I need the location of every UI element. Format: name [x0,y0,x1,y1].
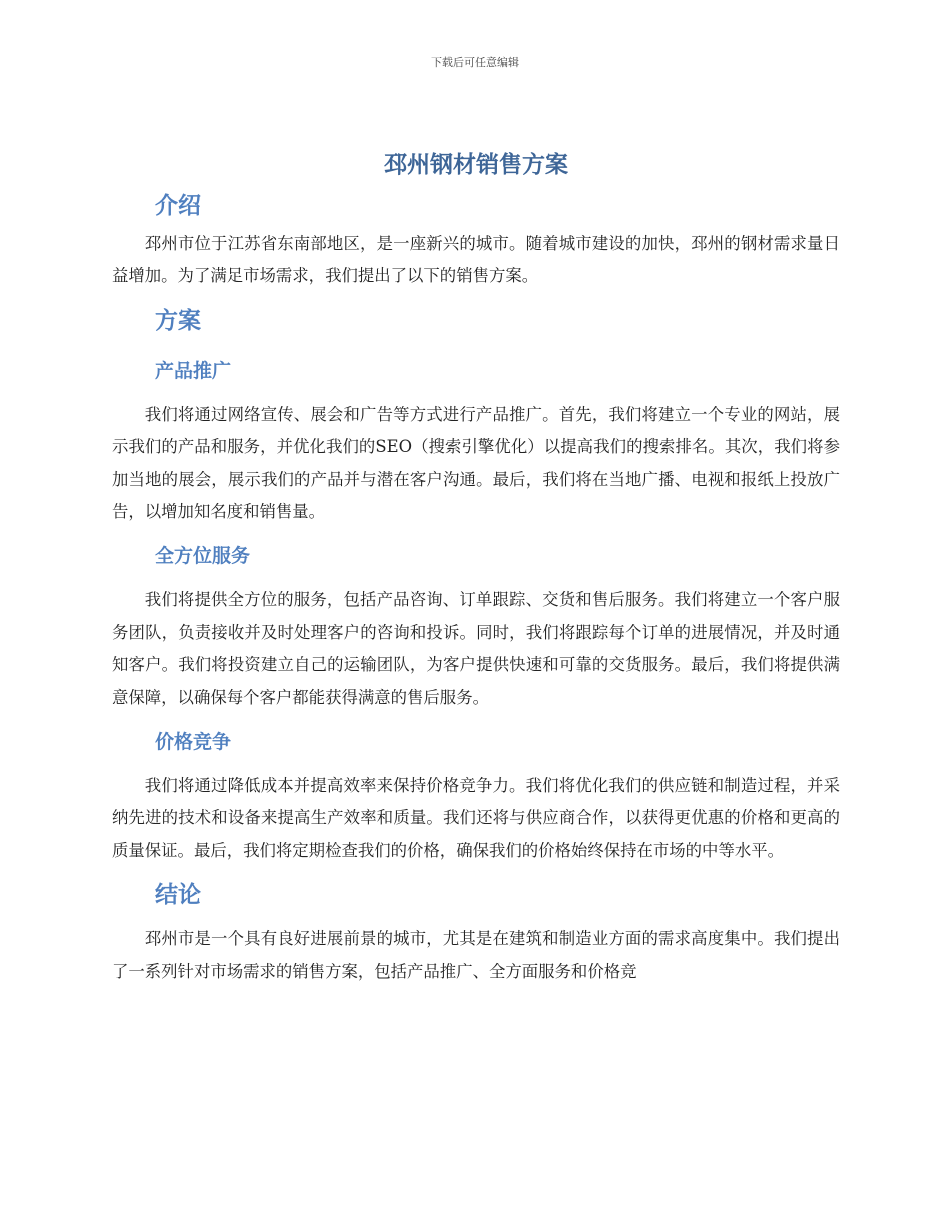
service-paragraph: 我们将提供全方位的服务，包括产品咨询、订单跟踪、交货和售后服务。我们将建立一个客户服务团队，负责接收并及时处理客户的咨询和投诉。同时，我们将跟踪每个订单的进展情况，并及时通知客户。我们将投资建立自己的运输团队，为客户提供快速和可靠的交货服务。最后，我们将提供满意保障，以确保每个客户都能获得满意的售后服务。 [112,590,840,707]
section-heading-plan: 方案 [155,307,201,334]
document-title: 邳州钢材销售方案 [384,152,568,178]
section-heading-intro: 介绍 [155,193,201,219]
page-header-note: 下载后可任意编辑 [431,56,519,69]
pricing-paragraph: 我们将通过降低成本并提高效率来保持价格竞争力。我们将优化我们的供应链和制造过程，并采纳先进的技术和设备来提高生产效率和质量。我们还将与供应商合作，以获得更优惠的价格和更高的质量保证。最后，我们将定期检查我们的价格，确保我们的价格始终保持在市场的中等水平。 [112,776,840,860]
intro-paragraph: 邳州市位于江苏省东南部地区，是一座新兴的城市。随着城市建设的加快，邳州的钢材需求量日益增加。为了满足市场需求，我们提出了以下的销售方案。 [112,234,840,286]
conclusion-paragraph: 邳州市是一个具有良好进展前景的城市，尤其是在建筑和制造业方面的需求高度集中。我们提出了一系列针对市场需求的销售方案，包括产品推广、全方面服务和价格竞 [112,929,840,981]
subsection-heading-service: 全方位服务 [155,545,251,568]
section-heading-conclusion: 结论 [155,882,201,909]
document-body [112,146,840,988]
subsection-heading-promotion: 产品推广 [155,359,232,382]
subsection-heading-pricing: 价格竞争 [155,731,232,754]
promotion-paragraph: 我们将通过网络宣传、展会和广告等方式进行产品推广。首先，我们将建立一个专业的网站，展示我们的产品和服务，并优化我们的SEO（搜索引擎优化）以提高我们的搜索排名。其次，我们将参加当地的展会，展示我们的产品并与潜在客户沟通。最后，我们将在当地广播、电视和报纸上投放广告，以增加知名度和销售量。 [112,404,840,522]
